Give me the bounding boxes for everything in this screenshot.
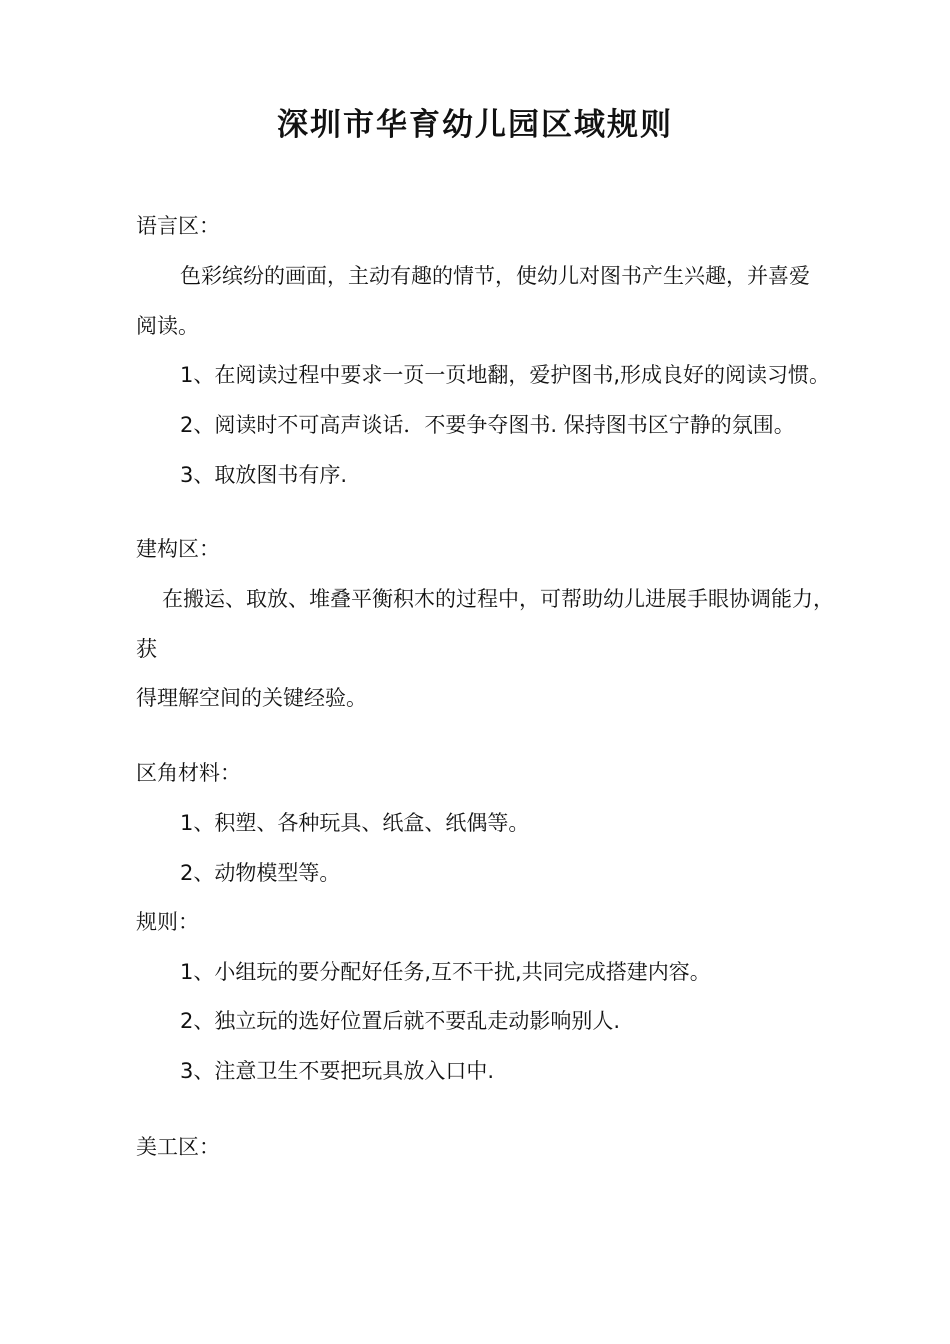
language-rule-1: 1、在阅读过程中要求一页一页地翻，爱护图书,形成良好的阅读习惯。 [180, 363, 831, 387]
construction-area-intro-line-2: 获 [136, 637, 157, 661]
corner-materials-heading: 区角材料： [136, 761, 241, 785]
construction-area-intro-line-1: 在搬运、取放、堆叠平衡积木的过程中，可帮助幼儿进展手眼协调能力， [162, 587, 834, 611]
construction-rule-3: 3、注意卫生不要把玩具放入口中. [180, 1059, 495, 1083]
construction-rule-1: 1、小组玩的要分配好任务,互不干扰,共同完成搭建内容。 [180, 960, 711, 984]
construction-area-heading: 建构区： [136, 537, 220, 561]
corner-material-1: 1、积塑、各种玩具、纸盒、纸偶等。 [180, 811, 530, 835]
construction-rule-2: 2、独立玩的选好位置后就不要乱走动影响别人. [180, 1009, 621, 1033]
art-area-heading: 美工区： [136, 1135, 220, 1159]
language-rule-2: 2、阅读时不可高声谈话．不要争夺图书. 保持图书区宁静的氛围。 [180, 413, 795, 437]
document-title: 深圳市华育幼儿园区域规则 [277, 107, 673, 143]
rules-heading: 规则： [136, 910, 199, 934]
language-rule-3: 3、取放图书有序. [180, 463, 348, 487]
language-area-heading: 语言区： [136, 214, 220, 238]
language-area-intro-line-1: 色彩缤纷的画面，主动有趣的情节，使幼儿对图书产生兴趣，并喜爱 [180, 264, 810, 288]
corner-material-2: 2、动物模型等。 [180, 861, 341, 885]
construction-area-intro-line-3: 得理解空间的关键经验。 [136, 686, 367, 710]
language-area-intro-line-2: 阅读。 [136, 314, 199, 338]
